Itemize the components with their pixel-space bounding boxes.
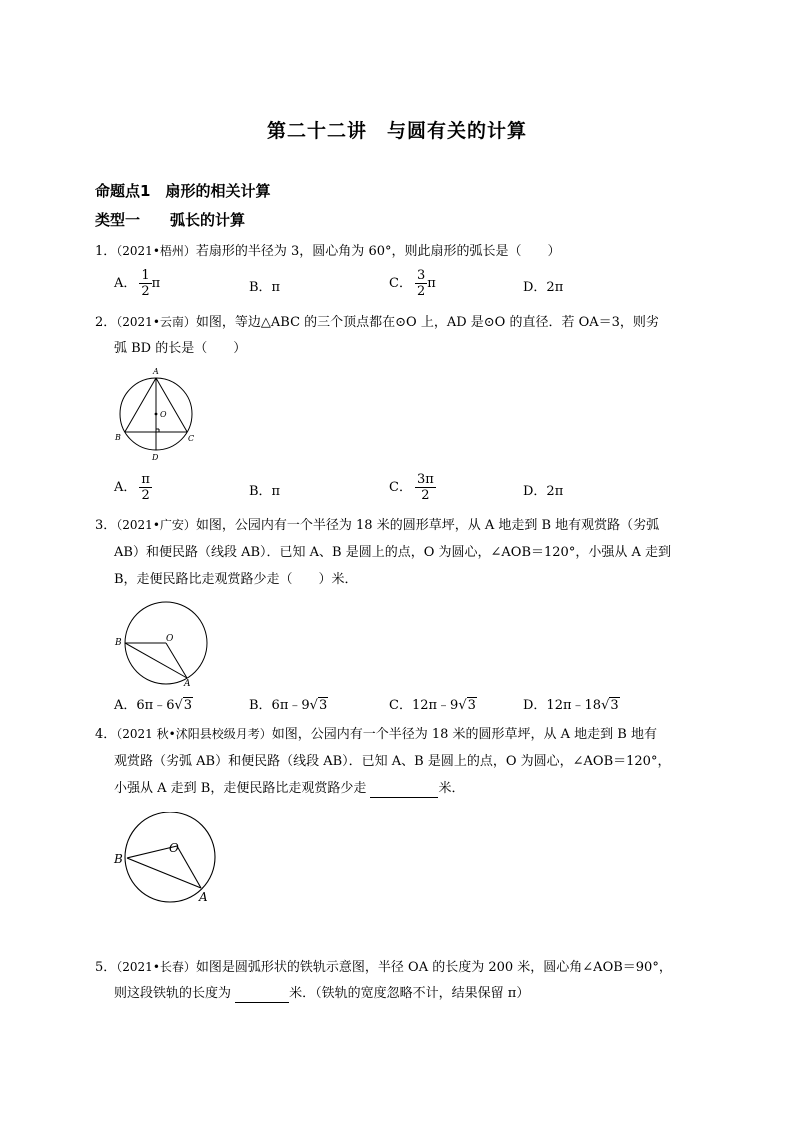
q1-option-d[interactable]: D．2π <box>523 280 564 295</box>
label-a: A <box>153 367 159 376</box>
question-source: （2021•云南） <box>116 315 196 329</box>
question-4-line-3: 小强从 A 走到 B，走便民路比走观赏路少走 米． <box>114 781 465 796</box>
page-title: 第二十二讲 与圆有关的计算 <box>266 120 527 142</box>
label-a: A <box>184 679 191 688</box>
question-source: （2021•梧州） <box>116 244 196 258</box>
question-5 <box>95 958 672 977</box>
q1-option-b[interactable]: B．π <box>249 280 281 295</box>
q4-figure <box>108 812 224 906</box>
question-1 <box>95 242 560 261</box>
question-source: （2021 秋•沭阳县校级月考） <box>116 727 272 741</box>
label-b: B <box>115 638 122 648</box>
question-number: 3． <box>95 518 117 533</box>
answer-blank[interactable] <box>370 783 438 798</box>
question-3 <box>95 516 659 535</box>
question-number: 1． <box>95 244 117 259</box>
question-3-line-2: AB）和便民路（线段 AB）．已知 A、B 是圆上的点，O 为圆心，∠AOB＝120°，小强从 A 走到 <box>114 545 671 560</box>
question-text: 如图，公园内有一个半径为 18 米的圆形草坪，从 A 地走到 B 地有 <box>271 727 657 742</box>
fraction: $\frac{3}{2}$ <box>416 268 426 299</box>
label-a: A <box>199 890 208 904</box>
question-text: 如图，等边△ABC 的三个顶点都在⊙O 上，AD 是⊙O 的直径．若 OA＝3，则劣 <box>195 315 659 330</box>
question-2 <box>95 313 659 332</box>
fraction: $\frac{3\pi}{2}$ <box>416 472 434 503</box>
q1-option-c[interactable]: C． $\frac{3}{2}$ π <box>389 268 436 299</box>
q1-option-a[interactable]: A． $\frac{1}{2}$ π <box>114 268 161 299</box>
sqrt: √3 <box>309 698 328 713</box>
question-4 <box>95 725 657 744</box>
section-heading: 命题点1 扇形的相关计算 <box>95 182 271 200</box>
question-source: （2021•长春） <box>116 960 196 974</box>
question-number: 4． <box>95 727 117 742</box>
q2-option-d[interactable]: D．2π <box>523 484 564 499</box>
q3-figure <box>112 600 212 688</box>
question-2-line-2: 弧 BD 的长是（ ） <box>114 341 247 356</box>
label-b: B <box>115 433 121 442</box>
fraction: $\frac{\pi}{2}$ <box>141 472 150 503</box>
q3-option-c[interactable]: C．12π﹣9√3 <box>389 698 476 713</box>
question-number: 5． <box>95 960 117 975</box>
question-text: 如图是圆弧形状的铁轨示意图，半径 OA 的长度为 200 米，圆心角∠AOB＝90°， <box>195 960 672 975</box>
q3-option-b[interactable]: B．6π﹣9√3 <box>249 698 328 713</box>
label-o: O <box>169 841 179 855</box>
q3-option-d[interactable]: D．12π﹣18√3 <box>523 698 619 713</box>
question-5-line-2: 则这段铁轨的长度为 米．（铁轨的宽度忽略不计，结果保留 π） <box>114 986 530 1001</box>
label-d: D <box>152 453 159 462</box>
q3-option-a[interactable]: A．6π﹣6√3 <box>114 698 193 713</box>
sqrt: √3 <box>601 698 619 713</box>
question-source: （2021•广安） <box>116 518 196 532</box>
sqrt: √3 <box>458 698 476 713</box>
label-c: C <box>188 434 195 443</box>
question-text: 若扇形的半径为 3，圆心角为 60°，则此扇形的弧长是（ ） <box>195 244 561 259</box>
label-o: O <box>166 634 174 644</box>
question-4-line-2: 观赏路（劣弧 AB）和便民路（线段 AB）．已知 A、B 是圆上的点，O 为圆心，∠AOB＝120°， <box>114 754 671 769</box>
label-b: B <box>114 852 123 866</box>
fraction: $\frac{1}{2}$ <box>141 268 150 299</box>
q2-option-b[interactable]: B．π <box>249 484 281 499</box>
question-text: 如图，公园内有一个半径为 18 米的圆形草坪，从 A 地走到 B 地有观赏路（劣弧 <box>195 518 660 533</box>
subsection-heading: 类型一 弧长的计算 <box>95 211 246 229</box>
q2-figure <box>112 364 202 466</box>
q2-option-a[interactable]: A． $\frac{\pi}{2}$ <box>114 472 150 503</box>
sqrt: √3 <box>174 698 193 713</box>
label-o: O <box>160 410 167 419</box>
question-3-line-3: B，走便民路比走观赏路少走（ ）米． <box>114 572 358 587</box>
answer-blank[interactable] <box>235 988 289 1003</box>
question-number: 2． <box>95 315 117 330</box>
q2-option-c[interactable]: C． $\frac{3\pi}{2}$ <box>389 472 434 503</box>
